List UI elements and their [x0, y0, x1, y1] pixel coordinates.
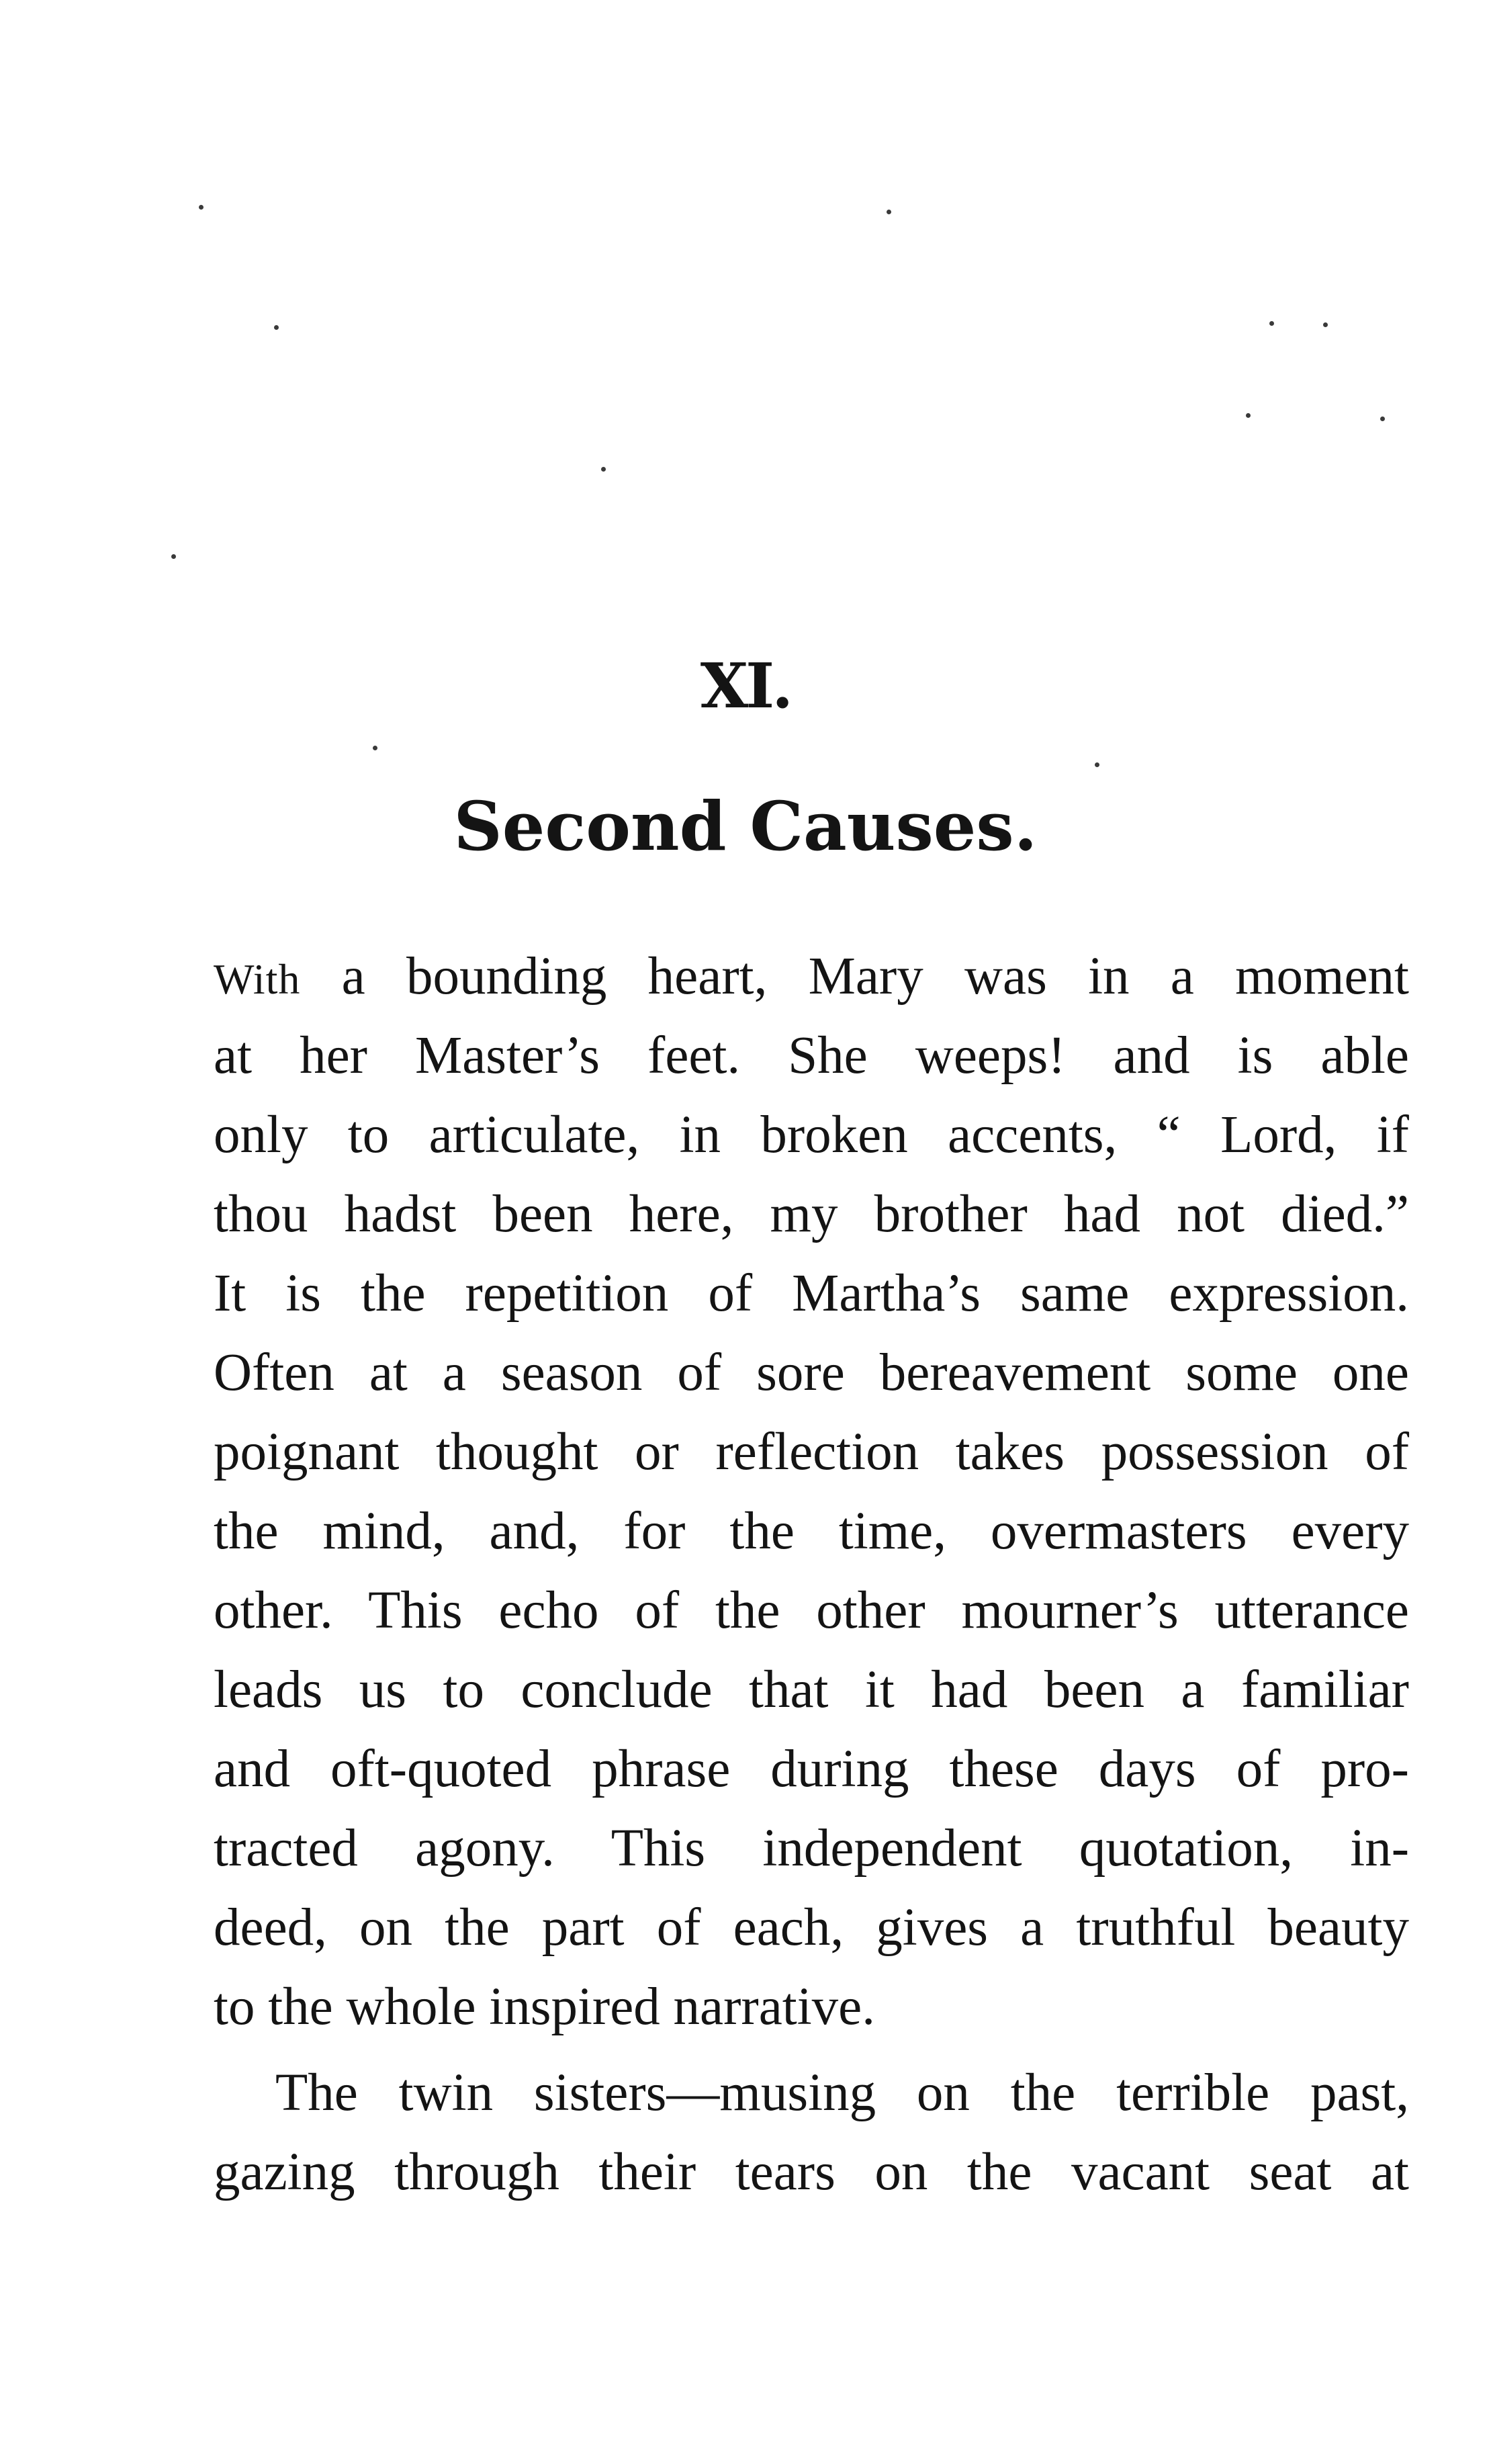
speck — [171, 554, 176, 559]
speck — [373, 746, 377, 750]
text-line: The twin sisters—musing on the terrible past, — [275, 2064, 1409, 2122]
speck — [1246, 413, 1251, 418]
text-line: With a bounding heart, Mary was in a moment — [214, 947, 1409, 1006]
text-line: to the whole inspired narrative. — [214, 1978, 875, 2036]
chapter-title: Second Causes. — [453, 787, 1038, 866]
speck — [1095, 762, 1099, 767]
speck — [887, 210, 891, 214]
text-line: only to articulate, in broken accents, “ Lord, if — [214, 1106, 1409, 1164]
lead-small-caps: With — [214, 955, 301, 1003]
text-line: It is the repetition of Martha’s same expression. — [214, 1264, 1409, 1323]
text-line: gazing through their tears on the vacant seat at — [214, 2143, 1409, 2201]
speck — [1380, 416, 1385, 421]
speck — [1269, 321, 1274, 326]
text-line: leads us to conclude that it had been a familiar — [214, 1661, 1409, 1719]
speck — [199, 205, 204, 210]
text-line: thou hadst been here, my brother had not died.” — [214, 1185, 1409, 1243]
speck — [601, 467, 606, 472]
text-line: and oft-quoted phrase during these days of pro- — [214, 1740, 1409, 1798]
text-line: the mind, and, for the time, overmasters every — [214, 1502, 1409, 1560]
body-text — [214, 937, 1409, 2212]
text-line: other. This echo of the other mourner’s utterance — [214, 1581, 1409, 1640]
speck — [274, 325, 279, 330]
speck — [1323, 322, 1328, 327]
text-line: at her Master’s feet. She weeps! and is able — [214, 1026, 1409, 1085]
text-line: deed, on the part of each, gives a truthful beauty — [214, 1898, 1409, 1957]
text-line: tracted agony. This independent quotation, in- — [214, 1819, 1409, 1878]
text-line: poignant thought or reflection takes possession of — [214, 1423, 1409, 1481]
chapter-number: XI. — [700, 650, 791, 722]
text-line: Often at a season of sore bereavement some one — [214, 1344, 1409, 1402]
